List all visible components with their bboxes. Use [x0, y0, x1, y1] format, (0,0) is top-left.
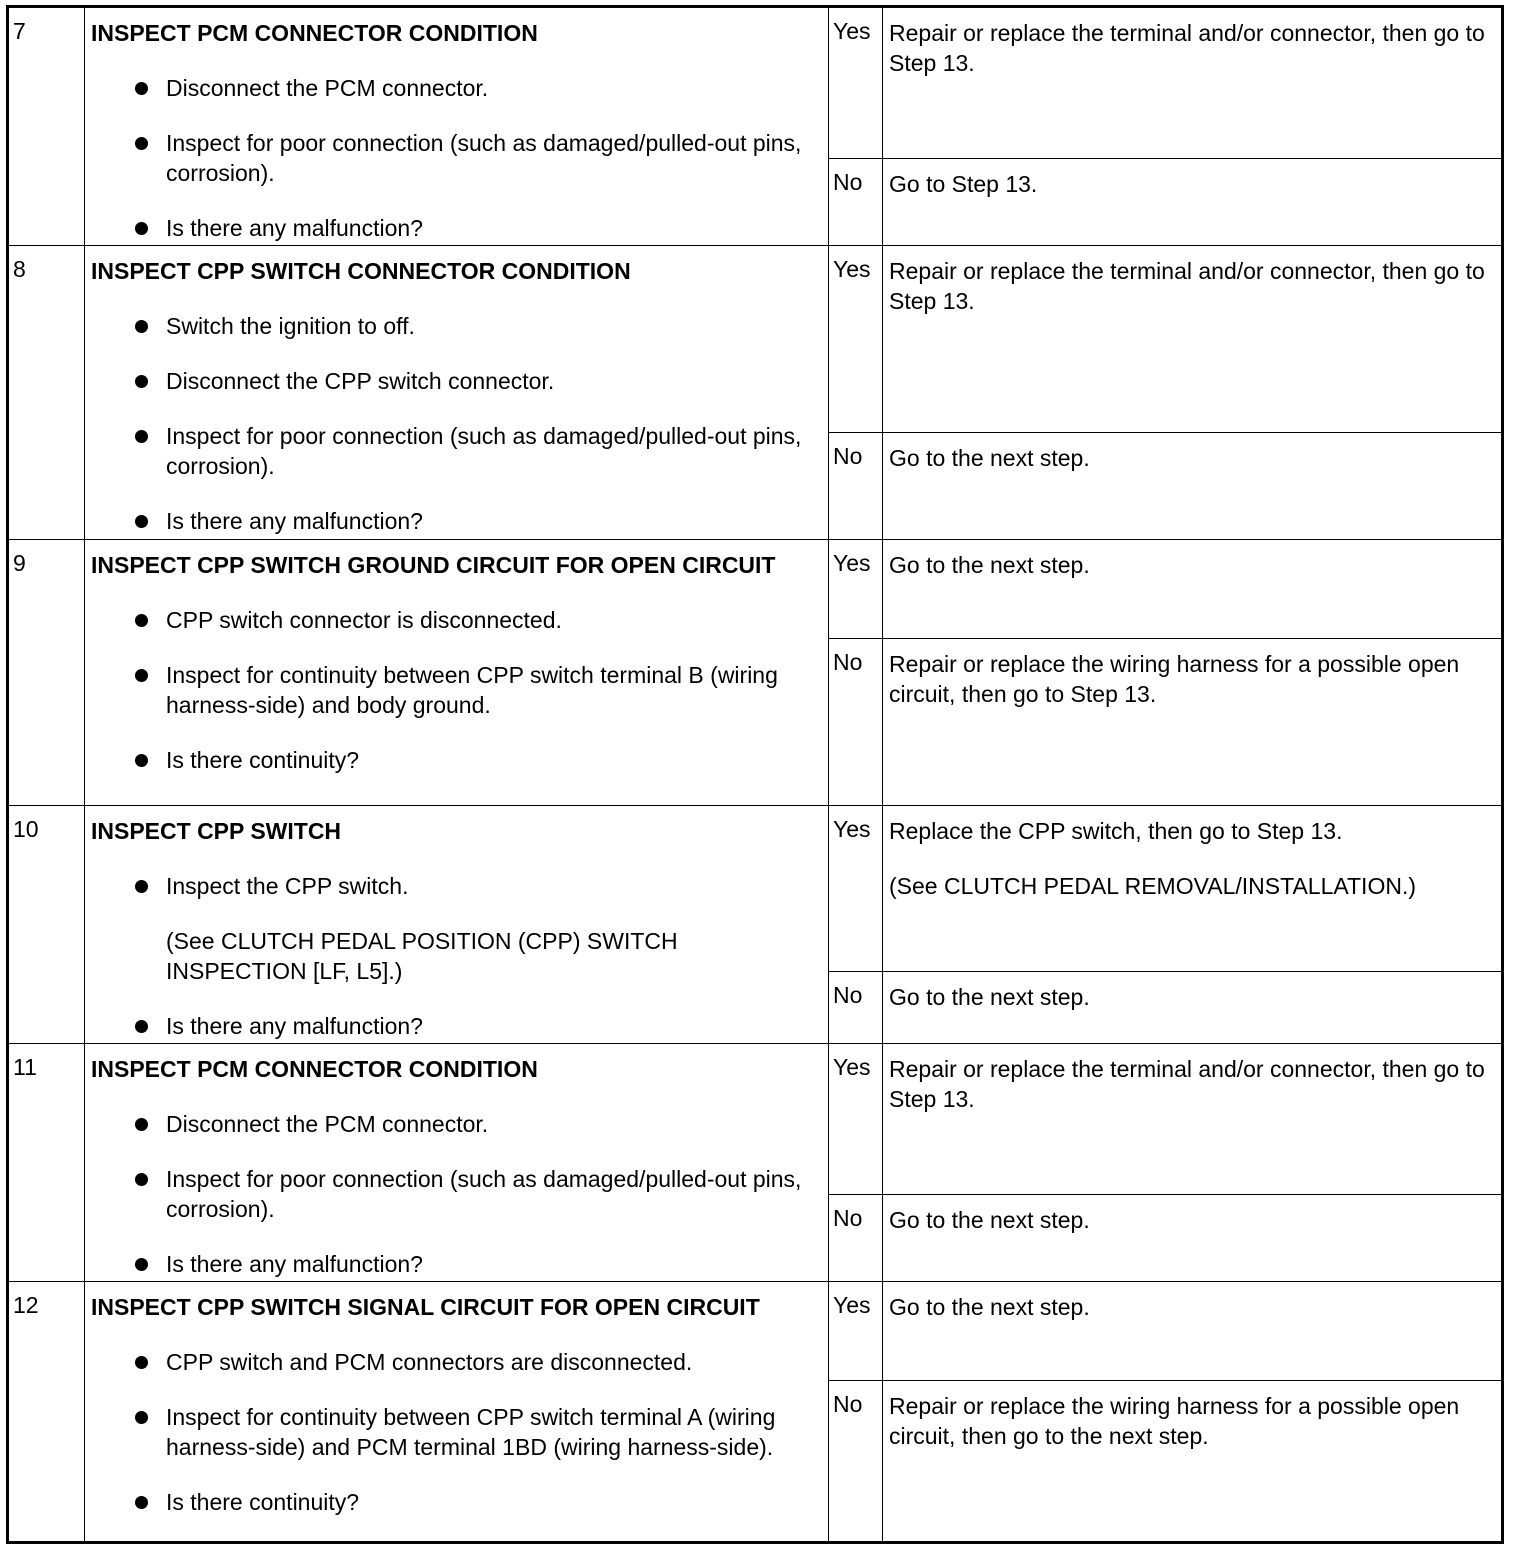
step-title: INSPECT PCM CONNECTOR CONDITION: [91, 1056, 538, 1082]
check-item: [91, 1011, 824, 1041]
check-item-text: Inspect for continuity between CPP switch terminal B (wiring harness-side) and body ground.: [166, 662, 778, 718]
check-item-text: Is there any malfunction?: [166, 1251, 423, 1277]
check-item: [91, 73, 824, 103]
step-instructions: [85, 540, 829, 805]
step-row: [9, 805, 1501, 1043]
step-row: [9, 1043, 1501, 1281]
check-item-text: Is there continuity?: [166, 1489, 360, 1515]
yes-action-text: Go to the next step.: [889, 1294, 1090, 1320]
yes-label: Yes: [829, 1282, 883, 1380]
bullet-icon: [135, 880, 148, 893]
bullet-icon: [135, 1258, 148, 1271]
no-action-text: Repair or replace the wiring harness for a possible open circuit, then go to Step 13.: [889, 651, 1460, 707]
yes-action-text: (See CLUTCH PEDAL REMOVAL/INSTALLATION.): [889, 873, 1416, 899]
bullet-icon: [135, 515, 148, 528]
check-item-text: Switch the ignition to off.: [166, 313, 415, 339]
step-check-list: [91, 73, 824, 243]
step-row: [9, 8, 1501, 245]
yes-label: Yes: [829, 246, 883, 432]
yes-action-text: Repair or replace the terminal and/or connector, then go to Step 13.: [889, 20, 1485, 76]
check-item: [91, 871, 824, 901]
no-label: No: [829, 639, 883, 806]
yes-action: [883, 1282, 1501, 1322]
yes-result: [829, 806, 1501, 971]
step-title: INSPECT CPP SWITCH: [91, 818, 342, 844]
no-result: [829, 638, 1501, 806]
no-action-text: Repair or replace the wiring harness for a possible open circuit, then go to the next step.: [889, 1393, 1460, 1449]
step-title: INSPECT PCM CONNECTOR CONDITION: [91, 20, 538, 46]
yes-label: Yes: [829, 806, 883, 971]
check-item-text: CPP switch and PCM connectors are disconnected.: [166, 1349, 693, 1375]
step-title: INSPECT CPP SWITCH CONNECTOR CONDITION: [91, 258, 631, 284]
step-instructions: [85, 1044, 829, 1281]
step-check-list: [91, 871, 824, 1041]
yes-result: [829, 540, 1501, 638]
yes-label: Yes: [829, 540, 883, 638]
step-title: INSPECT CPP SWITCH GROUND CIRCUIT FOR OPEN CIRCUIT: [91, 552, 776, 578]
check-item: [91, 366, 824, 396]
step-check-list: [91, 1347, 824, 1517]
step-number: 11: [9, 1044, 85, 1281]
check-item-text: Inspect the CPP switch.: [166, 873, 409, 899]
no-label: No: [829, 1195, 883, 1282]
step-row: [9, 539, 1501, 805]
check-item: [91, 660, 824, 720]
bullet-icon: [135, 375, 148, 388]
step-number: 12: [9, 1282, 85, 1541]
no-label: No: [829, 972, 883, 1044]
yes-action-text: Repair or replace the terminal and/or connector, then go to Step 13.: [889, 258, 1485, 314]
yes-action: [883, 246, 1501, 316]
no-label: No: [829, 1381, 883, 1542]
yes-action: [883, 8, 1501, 78]
step-check-list: [91, 311, 824, 536]
bullet-icon: [135, 1411, 148, 1424]
check-item-text: Disconnect the PCM connector.: [166, 75, 489, 101]
step-row: [9, 1281, 1501, 1541]
no-action-text: Go to the next step.: [889, 984, 1090, 1010]
yes-action-text: Go to the next step.: [889, 552, 1090, 578]
bullet-icon: [135, 754, 148, 767]
check-item: [91, 128, 824, 188]
step-title: INSPECT CPP SWITCH SIGNAL CIRCUIT FOR OPEN CIRCUIT: [91, 1294, 760, 1320]
check-item-text: Is there any malfunction?: [166, 1013, 423, 1039]
yes-result: [829, 246, 1501, 432]
check-item: [91, 1487, 824, 1517]
yes-action: [883, 1044, 1501, 1114]
step-instructions: [85, 806, 829, 1043]
bullet-icon: [135, 1173, 148, 1186]
yes-action: [883, 806, 1501, 901]
no-label: No: [829, 433, 883, 540]
check-item-text: Inspect for poor connection (such as damaged/pulled-out pins, corrosion).: [166, 1166, 802, 1222]
yes-label: Yes: [829, 8, 883, 158]
check-item: [91, 605, 824, 635]
bullet-icon: [135, 614, 148, 627]
yes-action-text: Repair or replace the terminal and/or connector, then go to Step 13.: [889, 1056, 1485, 1112]
check-item-text: Is there continuity?: [166, 747, 360, 773]
step-number: 10: [9, 806, 85, 1043]
check-item-text: Is there any malfunction?: [166, 215, 423, 241]
bullet-icon: [135, 1356, 148, 1369]
check-item-text: Is there any malfunction?: [166, 508, 423, 534]
check-item: [91, 311, 824, 341]
check-item: [91, 506, 824, 536]
check-item-text: Disconnect the CPP switch connector.: [166, 368, 555, 394]
no-action: [883, 1381, 1501, 1451]
bullet-icon: [135, 320, 148, 333]
bullet-icon: [135, 1118, 148, 1131]
yes-result: [829, 1044, 1501, 1194]
step-instructions: [85, 246, 829, 539]
yes-result: [829, 1282, 1501, 1380]
no-action-text: Go to Step 13.: [889, 171, 1038, 197]
no-result: [829, 158, 1501, 245]
check-item-text: Disconnect the PCM connector.: [166, 1111, 489, 1137]
check-item: [91, 1402, 824, 1462]
check-item-text: Inspect for poor connection (such as damaged/pulled-out pins, corrosion).: [166, 423, 802, 479]
no-action-text: Go to the next step.: [889, 445, 1090, 471]
check-item-text: CPP switch connector is disconnected.: [166, 607, 562, 633]
step-check-list: [91, 1109, 824, 1279]
no-action: [883, 972, 1501, 1012]
bullet-icon: [135, 137, 148, 150]
bullet-icon: [135, 430, 148, 443]
check-item: [91, 1249, 824, 1279]
step-row: [9, 245, 1501, 539]
diagnostic-procedure-table: [6, 5, 1504, 1544]
check-item: [91, 1164, 824, 1224]
step-number: 9: [9, 540, 85, 805]
bullet-icon: [135, 1020, 148, 1033]
no-action: [883, 433, 1501, 473]
bullet-icon: [135, 1496, 148, 1509]
no-result: [829, 971, 1501, 1044]
check-item: [91, 745, 824, 775]
no-action-text: Go to the next step.: [889, 1207, 1090, 1233]
no-action: [883, 159, 1501, 199]
yes-action: [883, 540, 1501, 580]
bullet-icon: [135, 222, 148, 235]
no-action: [883, 639, 1501, 709]
check-item-text: Inspect for poor connection (such as damaged/pulled-out pins, corrosion).: [166, 130, 802, 186]
step-check-list: [91, 605, 824, 775]
yes-result: [829, 8, 1501, 158]
step-instructions: [85, 8, 829, 245]
step-number: 7: [9, 8, 85, 245]
no-result: [829, 432, 1501, 540]
no-result: [829, 1380, 1501, 1542]
check-item: [91, 421, 824, 481]
bullet-icon: [135, 669, 148, 682]
check-item: [91, 1347, 824, 1377]
step-instructions: [85, 1282, 829, 1541]
no-label: No: [829, 159, 883, 245]
step-number: 8: [9, 246, 85, 539]
no-result: [829, 1194, 1501, 1282]
check-item-text: Inspect for continuity between CPP switch terminal A (wiring harness-side) and PCM terminal 1BD (wiring harness-side).: [166, 1404, 776, 1460]
reference-note: (See CLUTCH PEDAL POSITION (CPP) SWITCH INSPECTION [LF, L5].): [166, 928, 678, 984]
yes-label: Yes: [829, 1044, 883, 1194]
bullet-icon: [135, 82, 148, 95]
check-item: [91, 213, 824, 243]
yes-action-text: Replace the CPP switch, then go to Step 13.: [889, 818, 1343, 844]
no-action: [883, 1195, 1501, 1235]
check-item: [91, 1109, 824, 1139]
